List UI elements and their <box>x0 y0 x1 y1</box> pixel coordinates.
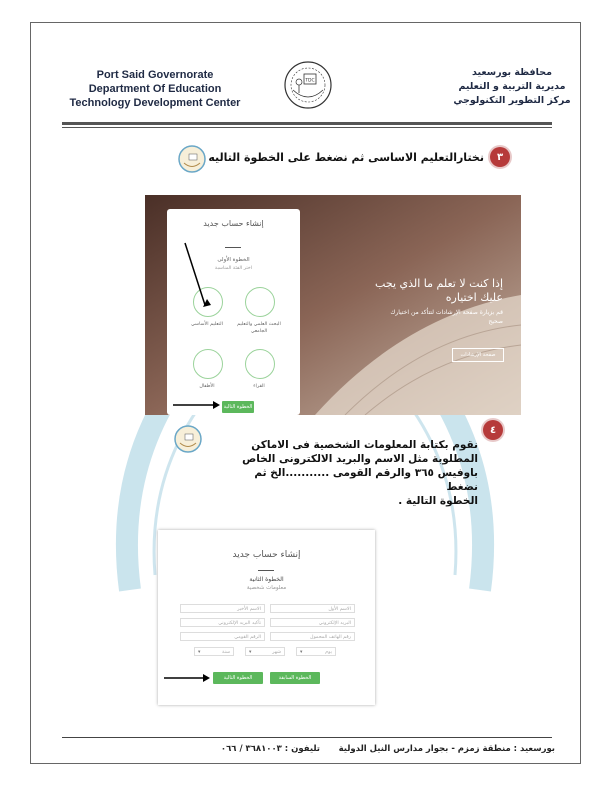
step3-heading <box>208 145 510 169</box>
step4-tdc-logo <box>174 425 202 453</box>
step4-line2: المطلوبة مثل الاسم والبريد الالكترونى الخاص <box>242 453 478 465</box>
logo-text: TDC <box>305 78 315 84</box>
year-select-value: سنة <box>221 650 230 655</box>
tdc-logo <box>283 60 333 110</box>
panel-title-2: إنشاء حساب جديد <box>232 550 301 560</box>
department-en: Department Of Education <box>88 83 222 95</box>
email-field[interactable]: البريد الإلكتروني <box>270 618 355 627</box>
month-select-value: شهر <box>272 650 281 655</box>
footer-address: بورسعيد : منطقة زمزم - بجوار مدارس النيل الدولية <box>338 744 555 754</box>
day-chevron-icon: ▾ <box>300 650 303 655</box>
last-name-field[interactable]: الاسم الأخير <box>180 604 265 613</box>
step-sub: اختر الفئة المناسبة <box>214 266 253 271</box>
annotation-arrows <box>145 195 521 415</box>
header-arabic <box>452 66 572 108</box>
center-ar: مركز التطوير التكنولوجي <box>453 95 571 106</box>
step4-number-badge: ٤ <box>483 420 503 440</box>
step3-number-badge: ٣ <box>490 147 510 167</box>
basic-education-tile-label[interactable]: التعليم الأساسي <box>191 322 223 327</box>
header-rule-thin <box>62 127 552 128</box>
step4-line1: نقوم بكتابة المعلومات الشخصية فى الاماكن <box>251 439 478 451</box>
center-en: Technology Development Center <box>69 97 241 109</box>
kids-tile-label[interactable]: الأطفال <box>199 384 215 389</box>
step-sub-2: معلومات شخصية <box>246 585 287 591</box>
national-id-field[interactable]: الرقم القومي <box>180 632 265 641</box>
step-label-2: الخطوة الثانية <box>249 576 284 583</box>
previous-step-button[interactable]: الخطوة السابقة <box>270 672 320 684</box>
step4-arrow <box>158 530 375 705</box>
year-chevron-icon: ▾ <box>198 650 201 655</box>
guidance-page-button[interactable]: صفحة الإرشادات <box>452 348 504 362</box>
hero-line1: إذا كنت لا تعلم ما الذي يجب <box>375 277 503 290</box>
next-step-button[interactable]: الخطوة التالية <box>222 401 254 413</box>
step4-instructions <box>228 438 478 508</box>
research-tile-label[interactable]: البحث العلمي والتعليم الجامعي <box>237 322 281 334</box>
step4-screenshot <box>158 530 375 705</box>
header-english <box>60 68 250 110</box>
phone-field[interactable]: رقم الهاتف المحمول <box>270 632 355 641</box>
readers-tile-label[interactable]: القراء <box>253 384 265 389</box>
next-step-button-2[interactable]: الخطوة التالية <box>213 672 263 684</box>
step-label: الخطوة الأولى <box>217 257 250 263</box>
hero-line4: صحيح <box>488 318 503 325</box>
header-rule <box>62 122 552 125</box>
email-confirm-field[interactable]: تأكيد البريد الإلكتروني <box>180 618 265 627</box>
month-chevron-icon: ▾ <box>249 650 252 655</box>
step3-title: نختارالتعليم الاساسى ثم نضغط على الخطوة التاليه <box>208 150 484 164</box>
footer-rule <box>62 737 552 738</box>
hero-line3: قم بزيارة صفحة الإرشادات لتتأكد من اختيارك <box>390 309 503 316</box>
step4-line4: الخطوة التالية . <box>398 495 478 507</box>
footer-phone: تليفون : ٣٦٨١٠٠٣ / ٠٦٦ <box>220 744 320 754</box>
governorate-ar: محافظة بورسعيد <box>472 67 552 78</box>
step3-screenshot <box>145 195 521 415</box>
department-ar: مديرية التربية و التعليم <box>458 81 566 92</box>
step3-tdc-logo <box>178 145 206 173</box>
step4-line3: باوفيس ٣٦٥ والرقم القومى ...........الخ ثم نضغط <box>254 467 478 493</box>
panel-title: إنشاء حساب جديد <box>203 219 264 228</box>
first-name-field[interactable]: الاسم الأول <box>270 604 355 613</box>
hero-line2: عليك اختياره <box>445 291 503 304</box>
governorate-en: Port Said Governorate <box>96 69 214 81</box>
day-select-value: يوم <box>325 650 332 655</box>
